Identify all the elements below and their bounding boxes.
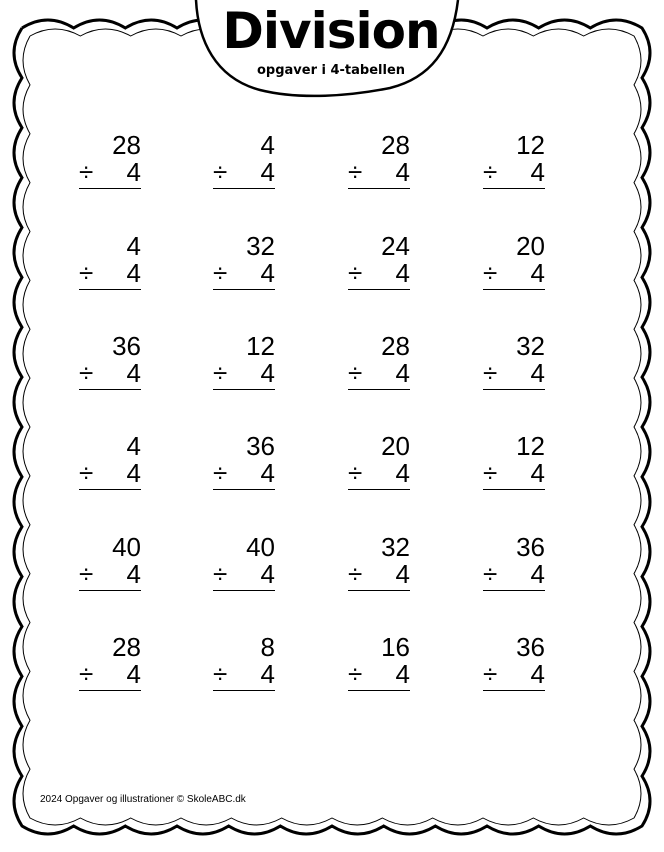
answer-line bbox=[213, 690, 275, 691]
divisor: 4 bbox=[395, 458, 410, 488]
division-sign: ÷ bbox=[79, 559, 94, 589]
division-problem bbox=[483, 232, 545, 292]
answer-line bbox=[348, 489, 410, 490]
division-sign: ÷ bbox=[483, 358, 498, 388]
dividend: 40 bbox=[112, 532, 141, 562]
division-sign: ÷ bbox=[483, 157, 498, 187]
divisor: 4 bbox=[126, 559, 141, 589]
page-subtitle: opgaver i 4-tabellen bbox=[256, 63, 406, 78]
dividend: 12 bbox=[246, 331, 275, 361]
division-sign: ÷ bbox=[213, 659, 228, 689]
division-problem bbox=[213, 332, 275, 392]
dividend: 28 bbox=[112, 632, 141, 662]
dividend: 28 bbox=[112, 130, 141, 160]
dividend: 20 bbox=[381, 431, 410, 461]
divisor: 4 bbox=[126, 659, 141, 689]
dividend: 32 bbox=[516, 331, 545, 361]
divisor: 4 bbox=[126, 358, 141, 388]
answer-line bbox=[483, 389, 545, 390]
dividend: 4 bbox=[260, 130, 275, 160]
divisor: 4 bbox=[530, 258, 545, 288]
division-problem bbox=[483, 533, 545, 593]
division-problem bbox=[348, 232, 410, 292]
dividend: 24 bbox=[381, 231, 410, 261]
division-problem bbox=[483, 432, 545, 492]
answer-line bbox=[213, 389, 275, 390]
answer-line bbox=[79, 389, 141, 390]
division-sign: ÷ bbox=[483, 659, 498, 689]
division-problem bbox=[79, 131, 141, 191]
divisor: 4 bbox=[395, 559, 410, 589]
division-sign: ÷ bbox=[348, 659, 363, 689]
division-problem bbox=[348, 131, 410, 191]
title-block bbox=[200, 0, 462, 92]
divisor: 4 bbox=[260, 458, 275, 488]
division-problem bbox=[348, 332, 410, 392]
answer-line bbox=[79, 489, 141, 490]
dividend: 12 bbox=[516, 431, 545, 461]
dividend: 20 bbox=[516, 231, 545, 261]
division-sign: ÷ bbox=[348, 157, 363, 187]
division-sign: ÷ bbox=[483, 258, 498, 288]
answer-line bbox=[213, 188, 275, 189]
answer-line bbox=[483, 489, 545, 490]
divisor: 4 bbox=[126, 258, 141, 288]
division-sign: ÷ bbox=[213, 358, 228, 388]
dividend: 40 bbox=[246, 532, 275, 562]
division-problem bbox=[483, 332, 545, 392]
answer-line bbox=[79, 289, 141, 290]
dividend: 16 bbox=[381, 632, 410, 662]
dividend: 36 bbox=[516, 532, 545, 562]
division-problem bbox=[213, 232, 275, 292]
answer-line bbox=[213, 590, 275, 591]
divisor: 4 bbox=[126, 458, 141, 488]
divisor: 4 bbox=[395, 157, 410, 187]
dividend: 4 bbox=[126, 431, 141, 461]
division-problem bbox=[483, 633, 545, 693]
dividend: 8 bbox=[260, 632, 275, 662]
divisor: 4 bbox=[395, 258, 410, 288]
footer-copyright: 2024 Opgaver og illustrationer © SkoleABC.dk bbox=[40, 794, 246, 805]
divisor: 4 bbox=[530, 157, 545, 187]
divisor: 4 bbox=[530, 458, 545, 488]
answer-line bbox=[79, 188, 141, 189]
answer-line bbox=[348, 289, 410, 290]
answer-line bbox=[483, 188, 545, 189]
division-sign: ÷ bbox=[348, 358, 363, 388]
answer-line bbox=[213, 489, 275, 490]
divisor: 4 bbox=[260, 659, 275, 689]
answer-line bbox=[348, 188, 410, 189]
divisor: 4 bbox=[530, 659, 545, 689]
dividend: 4 bbox=[126, 231, 141, 261]
divisor: 4 bbox=[530, 559, 545, 589]
answer-line bbox=[213, 289, 275, 290]
dividend: 28 bbox=[381, 130, 410, 160]
dividend: 36 bbox=[246, 431, 275, 461]
division-sign: ÷ bbox=[213, 458, 228, 488]
division-problem bbox=[213, 533, 275, 593]
answer-line bbox=[483, 690, 545, 691]
division-problem bbox=[79, 633, 141, 693]
division-sign: ÷ bbox=[79, 659, 94, 689]
division-sign: ÷ bbox=[348, 458, 363, 488]
divisor: 4 bbox=[260, 559, 275, 589]
division-problem bbox=[483, 131, 545, 191]
divisor: 4 bbox=[260, 258, 275, 288]
division-sign: ÷ bbox=[483, 559, 498, 589]
answer-line bbox=[483, 289, 545, 290]
answer-line bbox=[348, 590, 410, 591]
division-sign: ÷ bbox=[348, 559, 363, 589]
division-sign: ÷ bbox=[79, 258, 94, 288]
divisor: 4 bbox=[395, 358, 410, 388]
divisor: 4 bbox=[530, 358, 545, 388]
division-sign: ÷ bbox=[213, 258, 228, 288]
answer-line bbox=[348, 389, 410, 390]
answer-line bbox=[348, 690, 410, 691]
dividend: 36 bbox=[516, 632, 545, 662]
dividend: 36 bbox=[112, 331, 141, 361]
division-sign: ÷ bbox=[79, 458, 94, 488]
division-sign: ÷ bbox=[213, 157, 228, 187]
division-problem bbox=[79, 533, 141, 593]
division-problem bbox=[348, 432, 410, 492]
page-title: Division bbox=[222, 2, 440, 60]
division-problem bbox=[79, 332, 141, 392]
division-problem bbox=[348, 533, 410, 593]
dividend: 32 bbox=[381, 532, 410, 562]
answer-line bbox=[483, 590, 545, 591]
divisor: 4 bbox=[395, 659, 410, 689]
divisor: 4 bbox=[260, 358, 275, 388]
dividend: 12 bbox=[516, 130, 545, 160]
answer-line bbox=[79, 690, 141, 691]
division-problem bbox=[79, 232, 141, 292]
division-problem bbox=[213, 432, 275, 492]
division-problem bbox=[79, 432, 141, 492]
division-problem bbox=[348, 633, 410, 693]
division-sign: ÷ bbox=[483, 458, 498, 488]
dividend: 32 bbox=[246, 231, 275, 261]
division-sign: ÷ bbox=[79, 157, 94, 187]
division-sign: ÷ bbox=[79, 358, 94, 388]
divisor: 4 bbox=[126, 157, 141, 187]
division-sign: ÷ bbox=[348, 258, 363, 288]
divisor: 4 bbox=[260, 157, 275, 187]
division-problem bbox=[213, 633, 275, 693]
division-sign: ÷ bbox=[213, 559, 228, 589]
answer-line bbox=[79, 590, 141, 591]
dividend: 28 bbox=[381, 331, 410, 361]
division-problem bbox=[213, 131, 275, 191]
